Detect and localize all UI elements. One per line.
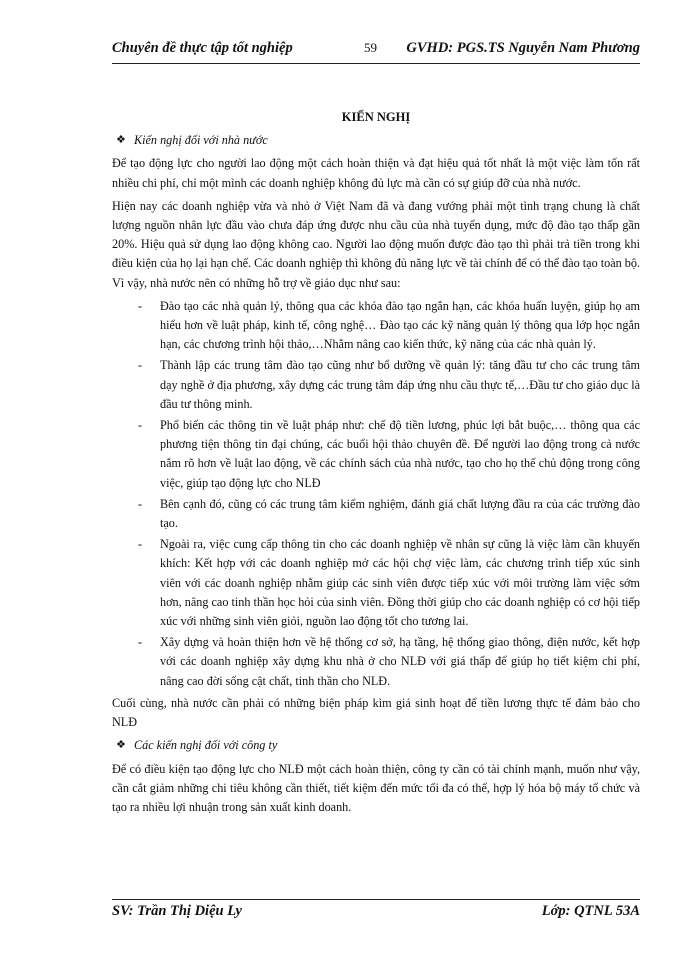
recommendation-list <box>112 297 640 691</box>
dash-bullet-icon: - <box>138 298 143 313</box>
header-title: Chuyên đề thực tập tốt nghiệp <box>112 40 293 56</box>
dash-bullet-icon: - <box>138 496 143 511</box>
section-heading-text: Kiến nghị đối với nhà nước <box>134 133 268 148</box>
list-item <box>112 416 640 493</box>
footer-student: SV: Trần Thị Diệu Ly <box>112 903 242 919</box>
list-item <box>112 633 640 691</box>
dash-bullet-icon: - <box>138 358 143 373</box>
list-item-text: Phổ biến các thông tin về luật pháp như: chế độ tiền lương, phúc lợi bắt buộc,… thông qua các phương tiện thông tin đại chúng, các buổi hội thảo chuyên đề. Để người lao động trong cả nước nắm rõ hơn về luật lao động, về các chính sách của nhà nước, tạo cho họ thế chủ động trong công việc, giúp tạo động lực cho NLĐ <box>160 418 640 490</box>
list-item <box>112 535 640 631</box>
list-item-text: Ngoài ra, việc cung cấp thông tin cho các doanh nghiệp về nhân sự cũng là việc làm cần khuyến khích: Kết hợp với các doanh nghiệp mở các hội chợ việc làm, các chương trình tiếp xúc sinh viên với các doanh nghiệp nhằm giúp các sinh viên được tiếp xúc với môi trường làm việc sớm hơn, nâng cao tinh thần học hỏi của sinh viên. Đồng thời giúp cho các doanh nghiệp có cơ hội tiếp xúc với những sinh viên giỏi, nguồn lao động tốt cho tương lai. <box>160 537 640 629</box>
dash-bullet-icon: - <box>138 635 143 650</box>
list-item <box>112 356 640 414</box>
dash-bullet-icon: - <box>138 418 143 433</box>
list-item <box>112 297 640 355</box>
paragraph: Để có điều kiện tạo động lực cho NLĐ một cách hoàn thiện, công ty cần có tài chính mạnh, muốn như vậy, cần cắt giảm những chi tiêu không cần thiết, tiết kiệm đến mức tối đa có thể, hợp lý hóa bộ máy tổ chức và tạo ra nhiều lợi nhuận trong sản xuất kinh doanh. <box>112 761 640 814</box>
page-header <box>112 40 640 64</box>
four-diamond-bullet-icon: ❖ <box>116 134 126 147</box>
page-number: 59 <box>364 40 377 55</box>
dash-bullet-icon: - <box>138 537 143 552</box>
paragraph: Cuối cùng, nhà nước cần phải có những biện pháp kìm giá sinh hoạt để tiền lương thực tế đảm bảo cho NLĐ <box>112 695 640 730</box>
list-item-text: Bên cạnh đó, cũng có các trung tâm kiểm nghiệm, đánh giá chất lượng đầu ra của các trường đào tạo. <box>160 496 640 531</box>
header-supervisor: GVHD: PGS.TS Nguyễn Nam Phương <box>406 40 640 56</box>
list-item-text: Xây dựng và hoàn thiện hơn về hệ thống cơ sở, hạ tầng, hệ thống giao thông, điện nước, kết hợp với các doanh nghiệp xây dựng khu nhà ở cho NLĐ với giá thấp để giúp họ tiết kiệm chi phí, nâng cao đời sống cật chất, tinh thần cho NLĐ. <box>160 635 640 688</box>
paragraph: Để tạo động lực cho người lao động một cách hoàn thiện và đạt hiệu quả tốt nhất là một việc làm tốn rất nhiều chi phí, chỉ một mình các doanh nghiệp không đủ lực mà cần có sự giúp đỡ của nhà nước. <box>112 156 640 190</box>
page-title: KIẾN NGHỊ <box>341 110 411 124</box>
section-heading-company <box>112 736 640 755</box>
list-item-text: Đào tạo các nhà quản lý, thông qua các khóa đào tạo ngắn hạn, các khóa huấn luyện, giúp họ am hiểu hơn về luật pháp, kinh tế, công nghệ… Đào tạo các kỹ năng quản lý thông qua lớp học ngắn hạn, các chương trình hội thảo,…Nhằm nâng cao kiến thức, kỹ năng của các nhà quản lý. <box>160 298 640 352</box>
list-item <box>112 495 640 533</box>
section-heading-state <box>112 131 640 150</box>
page-footer <box>112 903 640 925</box>
page-content <box>112 108 640 821</box>
footer-class: Lớp: QTNL 53A <box>541 903 640 919</box>
section-heading-text: Các kiến nghị đối với công ty <box>134 738 278 753</box>
header-rule <box>112 63 640 64</box>
paragraph: Hiện nay các doanh nghiệp vừa và nhỏ ở Việt Nam đã và đang vướng phải một tình trạng chung là chất lượng nguồn nhân lực đầu vào chưa đáp ứng được nhu cầu của nhà tuyển dụng, mức độ đào tạo thấp gần 20%. Hiệu quả sử dụng lao động không cao. Người lao động muốn được đào tạo thì phải trả tiền trong khi điều kiện của họ lại hạn chế. Các doanh nghiệp thì không đủ năng lực về tài chính để có thể đào tạo toàn bộ. Vì vậy, nhà nước nên có những hỗ trợ về giáo dục như sau: <box>112 198 640 290</box>
footer-rule <box>112 899 640 900</box>
four-diamond-bullet-icon: ❖ <box>116 739 126 752</box>
list-item-text: Thành lập các trung tâm đào tạo cũng như bổ dưỡng về quản lý: tăng đầu tư cho các trung tâm dạy nghề ở địa phương, xây dựng các trung tâm đáp ứng nhu cầu thực tế,…Đầu tư cho giáo dục là đầu tư thông minh. <box>160 358 640 411</box>
